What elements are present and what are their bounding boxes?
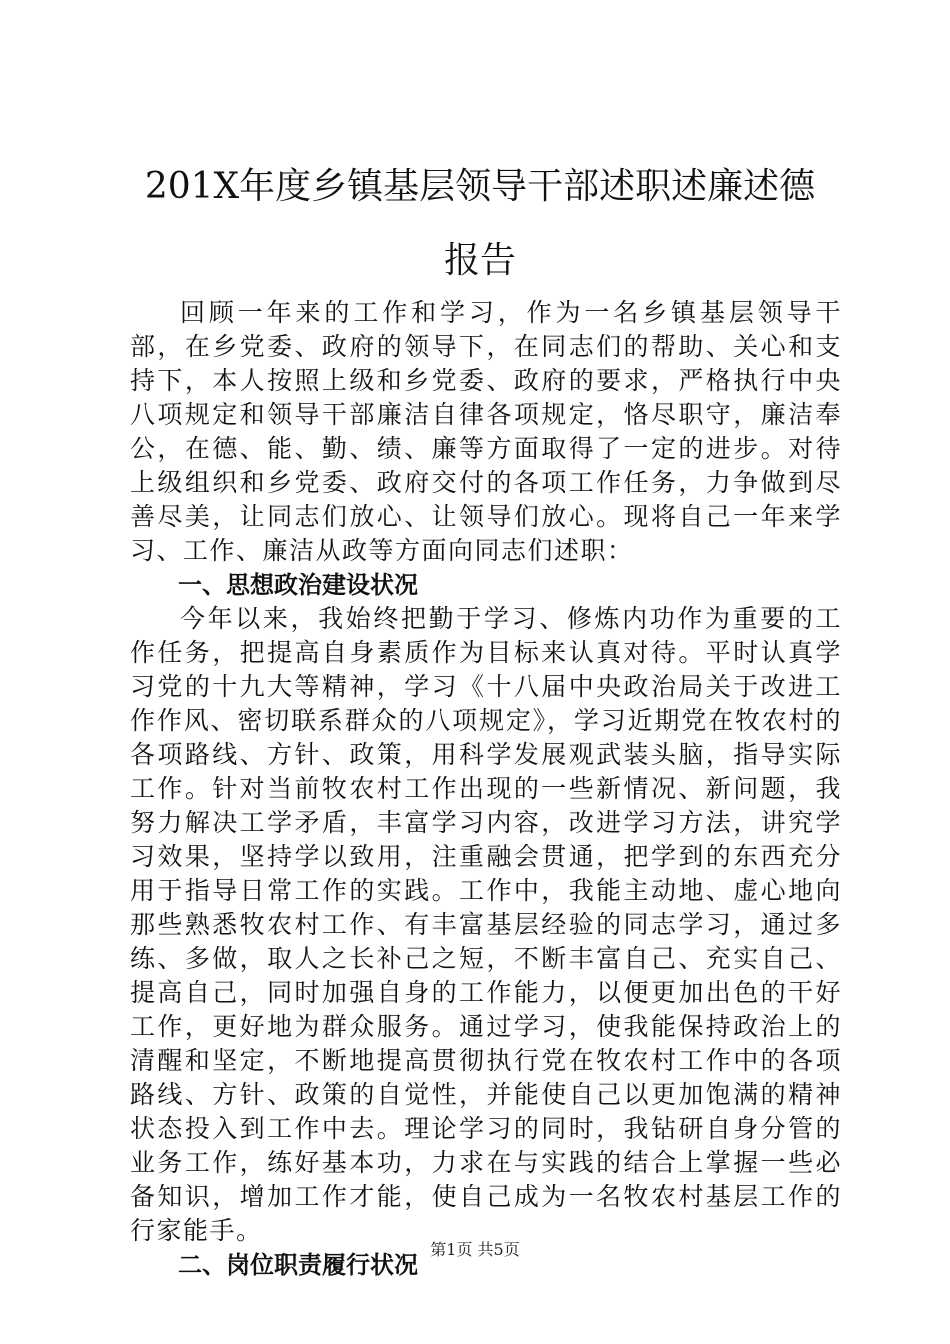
page-number-footer: 第1页 共5页: [430, 1240, 520, 1259]
document-title: 201X年度乡镇基层领导干部述职述廉述德报告: [144, 166, 816, 281]
section-heading-2: 二、岗位职责履行状况: [178, 1251, 418, 1279]
intro-paragraph: 回顾一年来的工作和学习，作为一名乡镇基层领导干部，在乡党委、政府的领导下，在同志们的帮助、关心和支持下，本人按照上级和乡党委、政府的要求，严格执行中央八项规定和领导干部廉洁自律各项规定，恪尽职守，廉洁奉公，在德、能、勤、绩、廉等方面取得了一定的进步。对待上级组织和乡党委、政府交付的各项工作任务，力争做到尽善尽美，让同志们放心、让领导们放心。现将自己一年来学习、工作、廉洁从政等方面向同志们述职：: [130, 298, 842, 565]
section-1-paragraph: 今年以来，我始终把勤于学习、修炼内功作为重要的工作任务，把提高自身素质作为目标来认真对待。平时认真学习党的十九大等精神，学习《十八届中央政治局关于改进工作作风、密切联系群众的八项规定》，学习近期党在牧农村的各项路线、方针、政策，用科学发展观武装头脑，指导实际工作。针对当前牧农村工作出现的一些新情况、新问题，我努力解决工学矛盾，丰富学习内容，改进学习方法，讲究学习效果，坚持学以致用，注重融会贯通，把学到的东西充分用于指导日常工作的实践。工作中，我能主动地、虚心地向那些熟悉牧农村工作、有丰富基层经验的同志学习，通过多练、多做，取人之长补己之短，不断丰富自己、充实自己、提高自己，同时加强自身的工作能力，以便更加出色的干好工作，更好地为群众服务。通过学习，使我能保持政治上的清醒和坚定，不断地提高贯彻执行党在牧农村工作中的各项路线、方针、政策的自觉性，并能使自己以更加饱满的精神状态投入到工作中去。理论学习的同时，我钻研自身分管的业务工作，练好基本功，力求在与实践的结合上掌握一些必备知识，增加工作才能，使自己成为一名牧农村基层工作的行家能手。: [130, 604, 842, 1245]
document-body: [130, 296, 842, 1282]
section-heading-1: 一、思想政治建设状况: [178, 571, 418, 599]
